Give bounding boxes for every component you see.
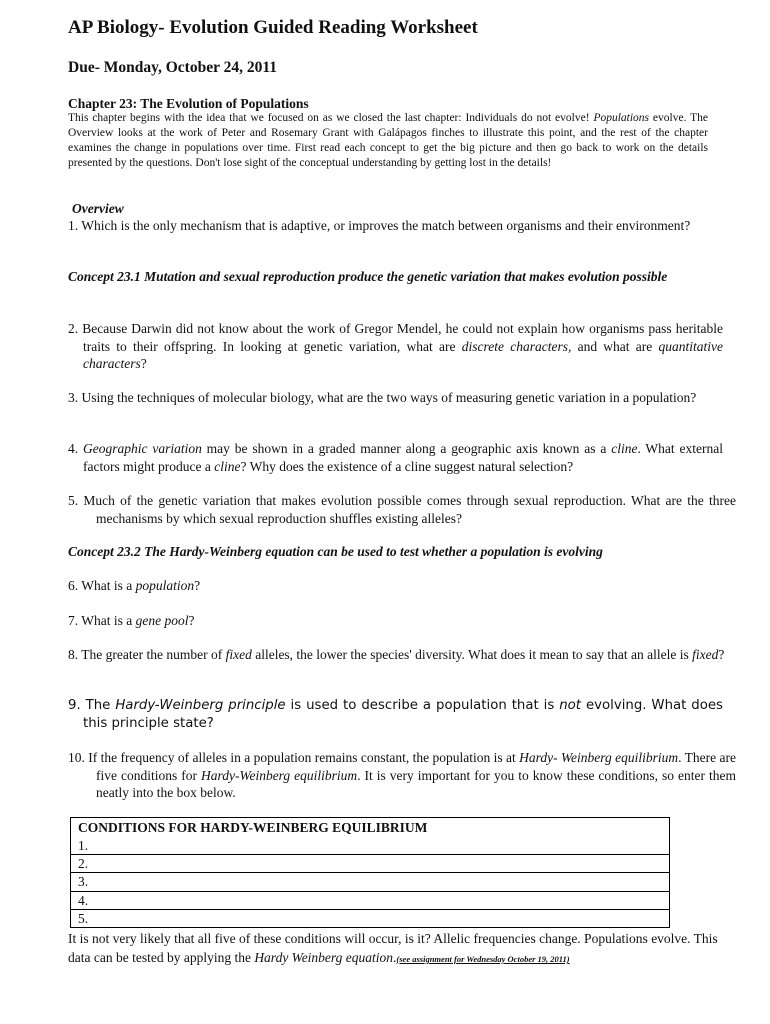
concept-23-1-heading: Concept 23.1 Mutation and sexual reproduction produce the genetic variation that makes evolution possible bbox=[68, 269, 668, 284]
overview-heading: Overview bbox=[72, 201, 124, 216]
question-4: 4. Geographic variation may be shown in a graded manner along a geographic axis known as a cline. What external factors might produce a cline? Why does the existence of a cline suggest natural selection? bbox=[68, 441, 723, 474]
question-10: 10. If the frequency of alleles in a population remains constant, the population is at Hardy- Weinberg equilibrium. There are five conditions for Hardy-Weinberg equilibrium. It is very important for you to know these conditions, so enter them neatly into the box below. bbox=[68, 750, 737, 800]
closing-paragraph: It is not very likely that all five of these conditions will occur, is it? Allelic frequencies change. Populations evolve. This data can be tested by applying the Hardy Weinberg equation.(see assignment for Wednesday October 19, 2011) bbox=[68, 931, 718, 965]
worksheet-title: AP Biology- Evolution Guided Reading Worksheet bbox=[68, 17, 478, 38]
question-9: 9. The Hardy-Weinberg principle is used to describe a population that is not evolving. What does this principle state? bbox=[68, 698, 723, 731]
question-1: 1. Which is the only mechanism that is adaptive, or improves the match between organisms and their environment? bbox=[68, 218, 691, 233]
condition-row-5[interactable]: 5. bbox=[71, 909, 669, 927]
conditions-table-heading: CONDITIONS FOR HARDY-WEINBERG EQUILIBRIUM bbox=[78, 820, 428, 835]
due-date: Due- Monday, October 24, 2011 bbox=[68, 59, 277, 76]
assignment-note: (see assignment for Wednesday October 19, 2011) bbox=[396, 954, 570, 964]
conditions-table bbox=[70, 817, 670, 928]
question-7: 7. What is a gene pool? bbox=[68, 613, 195, 628]
intro-paragraph: This chapter begins with the idea that we focused on as we closed the last chapter: Individuals do not evolve! Populations evolve. The Overview looks at the work of Peter and Rosemary Grant with Galápagos finches to illustrate this point, and the rest of the chapter examines the change in populations over time. First read each concept to get the big picture and then go back to work on the details presented by the questions. Don't lose sight of the conceptual understanding by getting lost in the details! bbox=[68, 112, 709, 169]
concept-23-2-heading: Concept 23.2 The Hardy-Weinberg equation can be used to test whether a population is evolving bbox=[68, 544, 603, 559]
condition-row-4[interactable]: 4. bbox=[71, 891, 669, 909]
condition-row-1[interactable]: 1. bbox=[78, 838, 89, 853]
condition-row-3[interactable]: 3. bbox=[71, 872, 669, 890]
question-3: 3. Using the techniques of molecular biology, what are the two ways of measuring genetic variation in a population? bbox=[68, 390, 697, 405]
question-6: 6. What is a population? bbox=[68, 578, 201, 593]
question-5: 5. Much of the genetic variation that makes evolution possible comes through sexual reproduction. What are the three mechanisms by which sexual reproduction shuffles existing alleles? bbox=[68, 493, 736, 526]
question-8: 8. The greater the number of fixed alleles, the lower the species' diversity. What does it mean to say that an allele is fixed? bbox=[68, 647, 725, 662]
chapter-heading: Chapter 23: The Evolution of Populations bbox=[68, 96, 309, 111]
question-2: 2. Because Darwin did not know about the work of Gregor Mendel, he could not explain how organisms pass heritable traits to their offspring. In looking at genetic variation, what are discrete characters, and what are quantitative characters? bbox=[68, 321, 723, 371]
condition-row-2[interactable]: 2. bbox=[71, 854, 669, 872]
